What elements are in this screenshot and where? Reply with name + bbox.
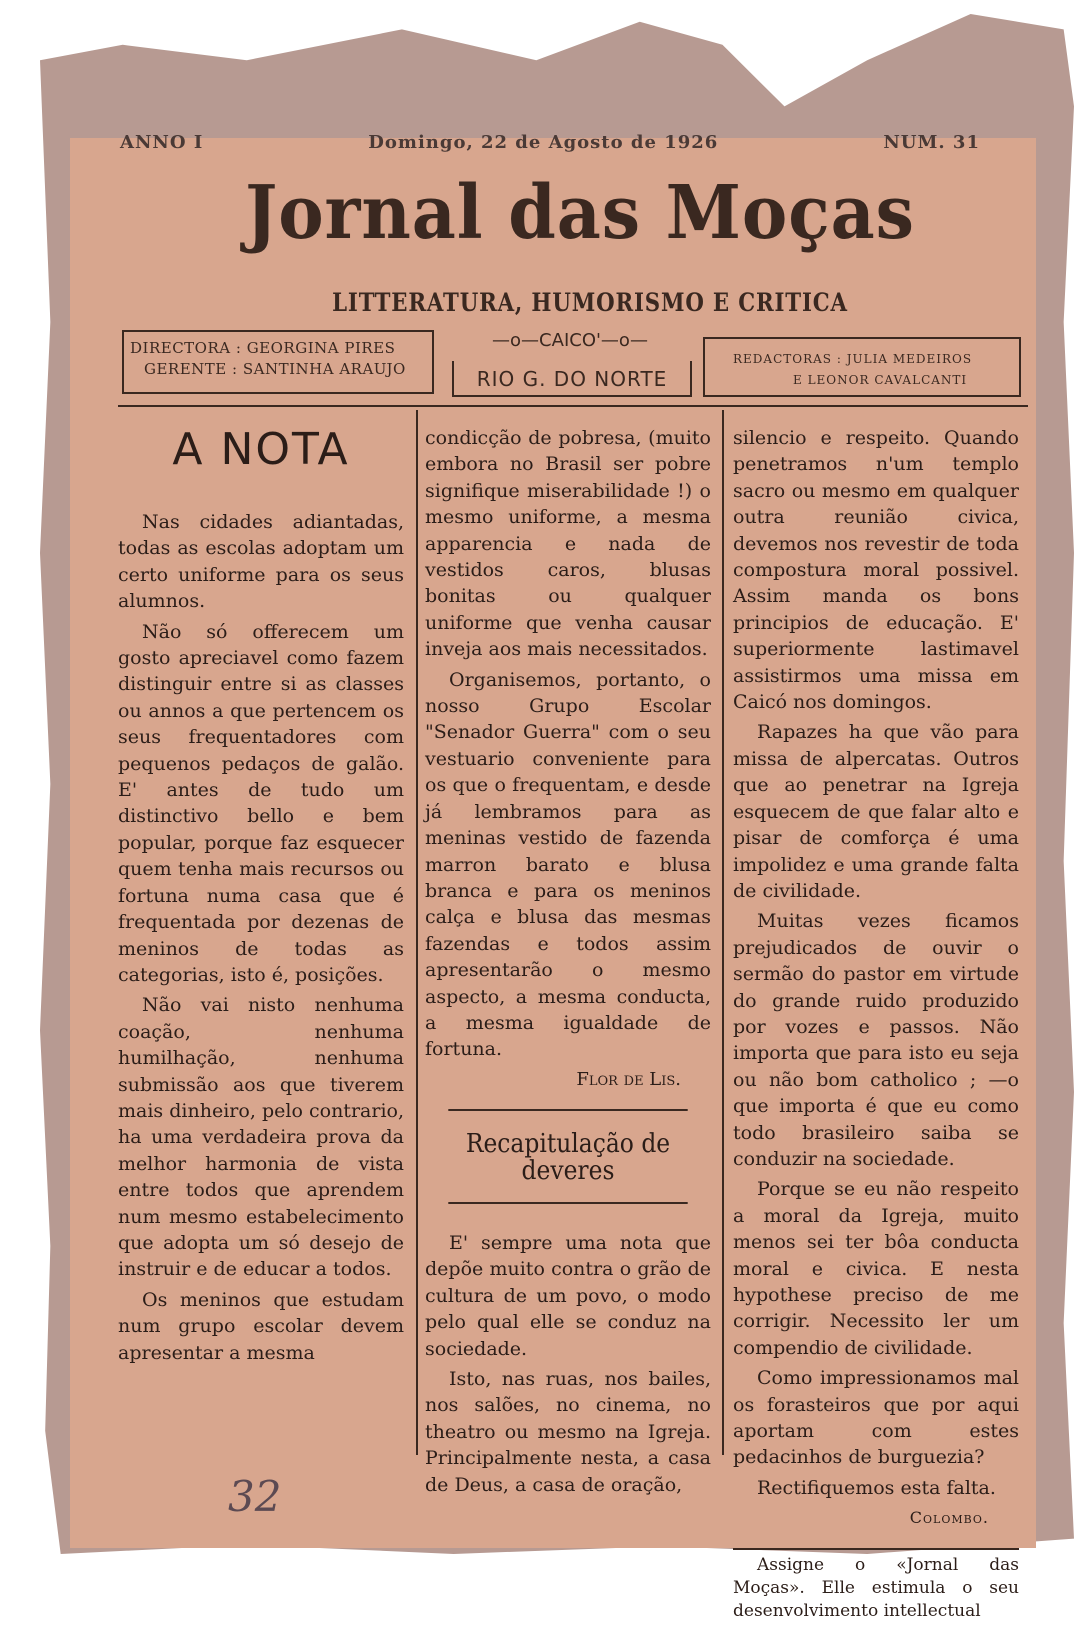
article-paragraph: Rapazes ha que vão para missa de alpercatas. Outros que ao penetrar na Igreja esquecem de que falar alto e pisar de comforça é uma impolidez e uma grande falta de civilidade. xyxy=(733,721,1019,902)
state-line: RIO G. DO NORTE xyxy=(452,361,692,397)
header-rule xyxy=(118,405,1028,407)
pencil-page-number: 32 xyxy=(228,1472,282,1521)
article-author-flor-de-lis: Flor de Lis. xyxy=(576,1068,681,1090)
article-paragraph: Não vai nisto nenhuma coação, nenhuma humilhação, nenhuma submissão aos que tiverem mais dinheiro, pelo contrario, ha uma verdadeira prova da melhor harmonia de vista entre todos que aprendem num mesmo estabelecimento que adopta um só desejo de instruir e de educar a todos. xyxy=(118,994,404,1281)
director-line: DIRECTORA : GEORGINA PIRES xyxy=(130,339,396,357)
issue-header xyxy=(120,132,980,153)
staff-box-right xyxy=(703,337,1021,397)
column-2 xyxy=(425,425,711,1502)
editors-line-2: E LEONOR CAVALCANTI xyxy=(793,373,968,387)
notice-text: Assigne o «Jornal das Moças». Elle estimula o seu desenvolvimento intellectual xyxy=(733,1554,1019,1621)
article-paragraph: Porque se eu não respeito a moral da Igreja, muito menos sei ter bôa conducta moral e civica. E nesta hypothese preciso de me corrigir. Necessito ler um compendio de civilidade. xyxy=(733,1178,1019,1359)
article-title-recapitulacao: Recapitulação de deveres xyxy=(448,1109,687,1204)
article-paragraph: E' sempre uma nota que depõe muito contra o grão de cultura de um povo, o modo pelo qual elle se conduz na sociedade. xyxy=(425,1231,711,1360)
article-paragraph: condicção de pobresa, (muito embora no Brasil ser pobre signifique miserabilidade !) o mesmo uniforme, a mesma apparencia e nada de vestidos caros, blusas bonitas ou qualquer uniforme que venha causar inveja aos mais necessitados. xyxy=(425,427,711,661)
article-author-colombo: Colombo. xyxy=(909,1508,989,1528)
article-paragraph: Organisemos, portanto, o nosso Grupo Escolar "Senador Guerra" com o seu vestuario conveniente para os que o frequentam, e desde já lembramos para as meninas vestido de fazenda marron barato e blusa branca e para os meninos calça e blusa das mesmas fazendas e todos assim apresentarão o mesmo aspecto, a mesma conducta, a mesma igualdade de fortuna. xyxy=(425,668,711,1061)
article-paragraph: Rectifiquemos esta falta. xyxy=(757,1476,996,1499)
article-paragraph: silencio e respeito. Quando penetramos n'um templo sacro ou mesmo em qualquer outra reunião civica, devemos nos revestir de toda compostura moral possivel. Assim manda os bons principios de educação. E' superiormente lastimavel assistirmos uma missa em Caicó nos domingos. xyxy=(733,427,1019,714)
location-box xyxy=(440,330,700,397)
article-paragraph: Muitas vezes ficamos prejudicados de ouvir o sermão do pastor em virtude do grande ruido produzido por vozes e passos. Não importa que para isto eu seja ou não bom catholico ; —o que importa é que eu como todo brasileiro saiba se conduzir na sociedade. xyxy=(733,910,1019,1170)
column-3 xyxy=(733,425,1019,1627)
article-paragraph: Como impressionamos mal os forasteiros que por aqui aportam com estes pedacinhos de burguezia? xyxy=(733,1367,1019,1469)
city-line: —o—CAICO'—o— xyxy=(492,330,648,351)
masthead-title: Jornal das Moças xyxy=(245,170,915,256)
article-paragraph: Isto, nas ruas, nos bailes, nos salões, no cinema, no theatro ou mesmo na Igreja. Principalmente nesta, a casa de Deus, a casa de oração, xyxy=(425,1368,711,1496)
article-title-a-nota: A NOTA xyxy=(172,424,350,475)
subscription-notice xyxy=(733,1548,1019,1623)
article-paragraph: Nas cidades adiantadas, todas as escolas adoptam um certo uniforme para os seus alumnos. xyxy=(118,511,404,613)
article-paragraph: Não só offerecem um gosto apreciavel como fazem distinguir entre si as classes ou annos a que pertencem os seus frequentadores com pequenos pedaços de galão. E' antes de tudo um distinctivo bello e bem popular, porque faz esquecer quem tenha mais recursos ou fortuna numa casa que é frequentada por dezenas de meninos de todas as categorias, isto é, posições. xyxy=(118,620,404,986)
column-rule-2 xyxy=(722,410,724,1455)
editors-line-1: REDACTORAS : JULIA MEDEIROS xyxy=(733,352,973,366)
column-rule-1 xyxy=(416,410,418,1455)
article-paragraph: Os meninos que estudam num grupo escolar devem apresentar a mesma xyxy=(118,1288,404,1364)
masthead-subtitle: LITTERATURA, HUMORISMO E CRITICA xyxy=(332,288,848,317)
manager-line: GERENTE : SANTINHA ARAUJO xyxy=(144,360,406,378)
issue-year: ANNO I xyxy=(120,132,204,153)
issue-date: Domingo, 22 de Agosto de 1926 xyxy=(368,132,719,153)
issue-number: NUM. 31 xyxy=(883,132,980,153)
column-1 xyxy=(118,425,404,1370)
staff-box-left xyxy=(122,330,434,394)
